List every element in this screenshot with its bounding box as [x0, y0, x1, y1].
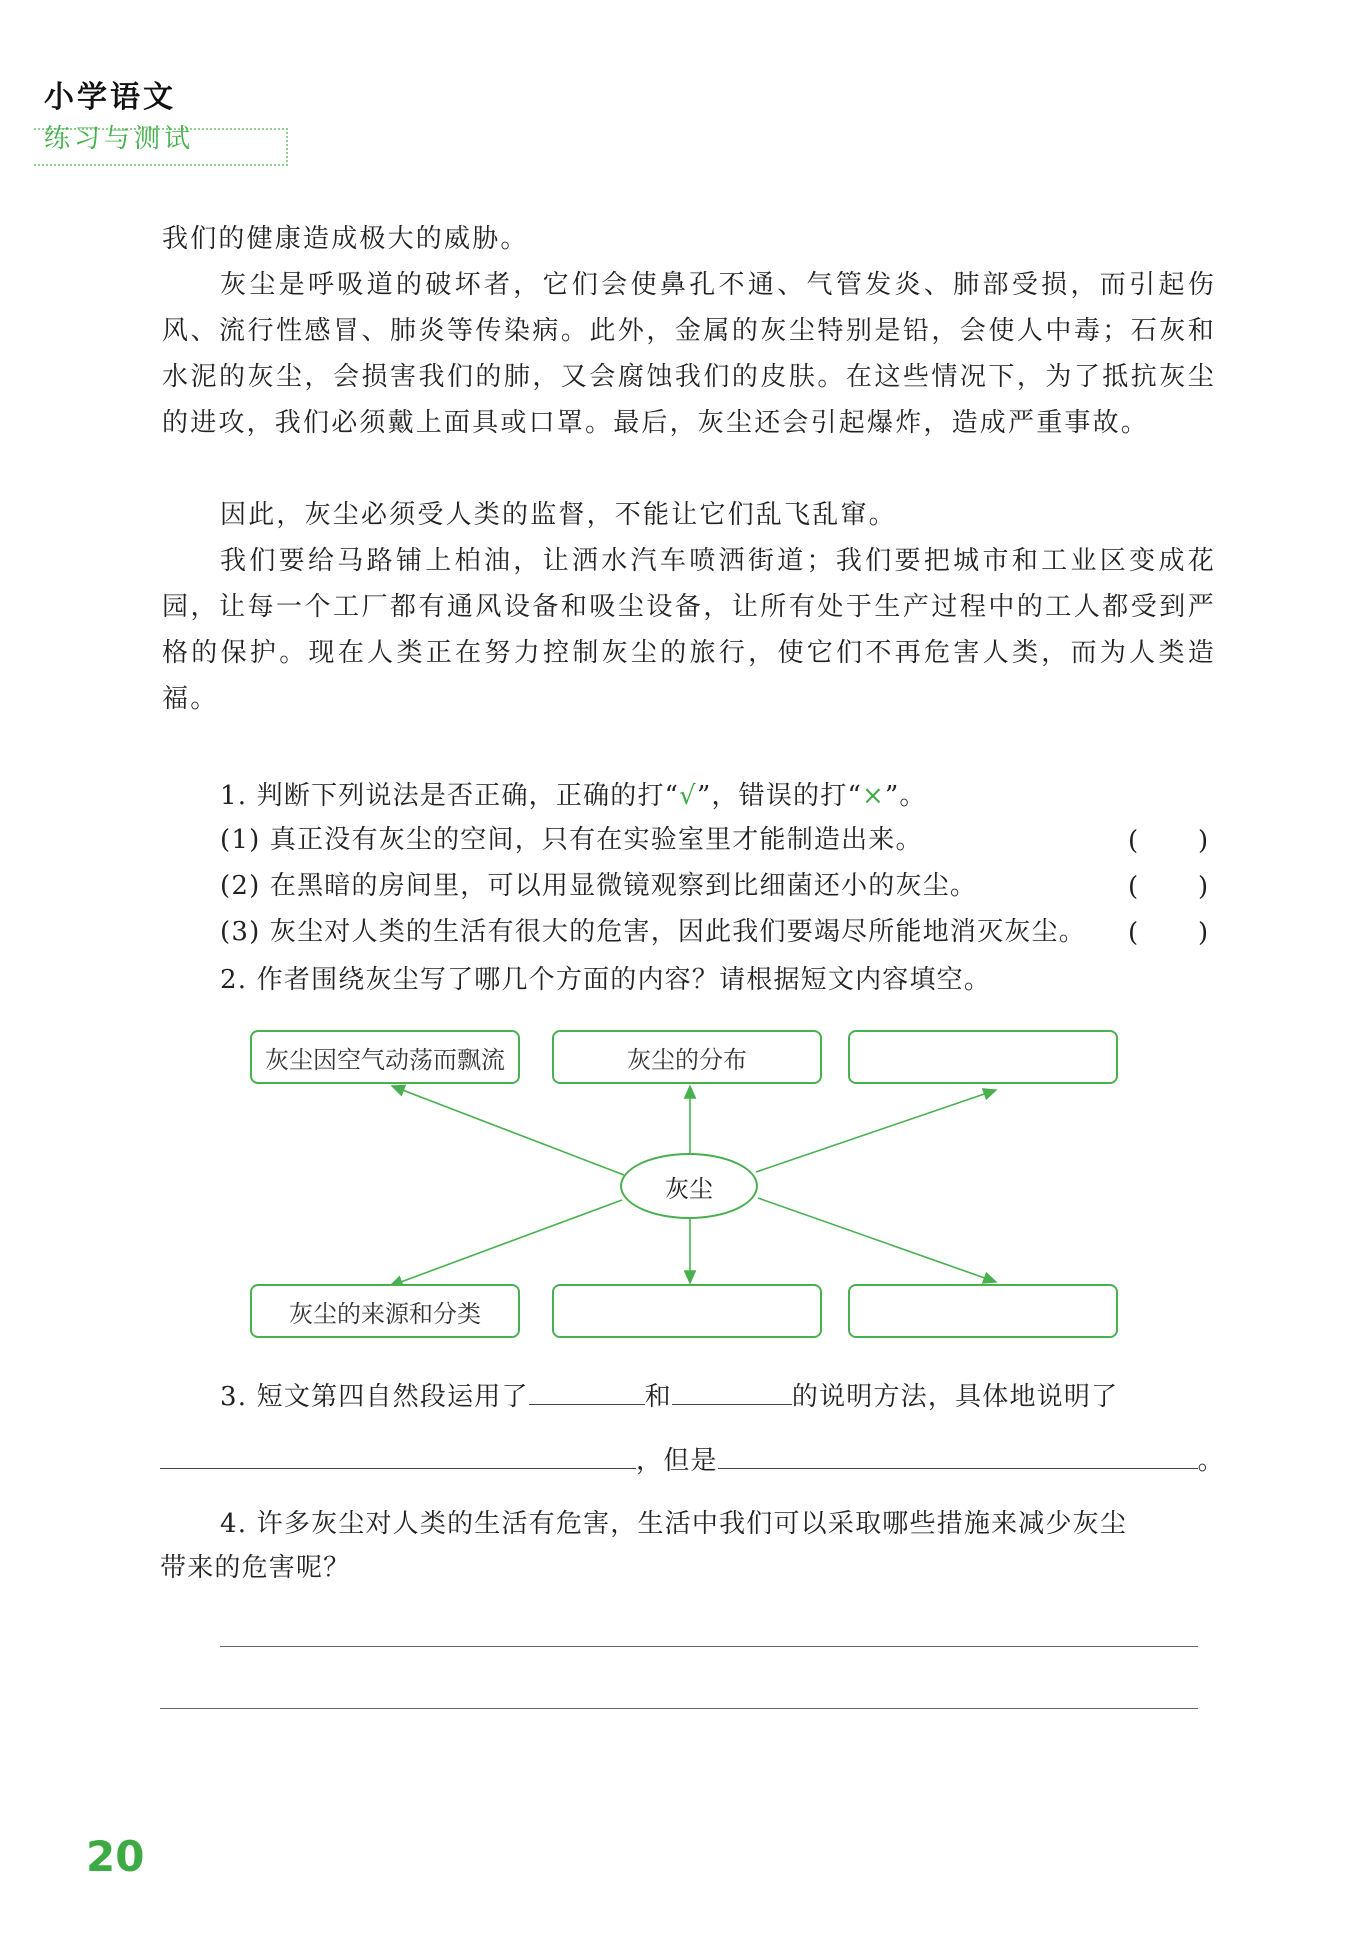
mindmap-box-top-right[interactable]: [848, 1030, 1118, 1084]
book-subtitle: 练习与测试: [44, 124, 195, 154]
passage-paragraph-2: 因此，灰尘必须受人类的监督，不能让它们乱飞乱窜。: [220, 500, 897, 530]
answer-blank-method-1[interactable]: [529, 1374, 645, 1405]
mindmap-center-node: 灰尘: [620, 1153, 758, 1219]
answer-paren-1-close: ): [1198, 826, 1209, 856]
mindmap-box-bottom-right[interactable]: [848, 1284, 1118, 1338]
question-3-line-1: 3. 短文第四自然段运用了 和 的说明方法，具体地说明了: [220, 1374, 1118, 1419]
passage-paragraph-1: 灰尘是呼吸道的破坏者，它们会使鼻孔不通、气管发炎、肺部受损，而引起伤风、流行性感冒、肺炎等传染病。此外，金属的灰尘特别是铅，会使人中毒；石灰和水泥的灰尘，会损害我们的肺，又会腐蚀我们的皮肤。在这些情况下，为了抵抗灰尘的进攻，我们必须戴上面具或口罩。最后，灰尘还会引起爆炸，造成严重事故。: [162, 270, 1216, 438]
mindmap-box-top-mid: 灰尘的分布: [552, 1030, 822, 1084]
answer-line-2[interactable]: [160, 1708, 1198, 1709]
arrow-to-top-right: [756, 1090, 996, 1172]
check-mark-icon: √: [679, 781, 697, 811]
mindmap-box-top-left: 灰尘因空气动荡而飘流: [250, 1030, 520, 1084]
book-title: 小学语文: [44, 80, 176, 115]
answer-paren-1-open[interactable]: (: [1128, 826, 1139, 856]
answer-blank-method-2[interactable]: [672, 1374, 792, 1405]
question-1-prompt: 1. 判断下列说法是否正确，正确的打“√”，错误的打“×”。: [220, 781, 927, 811]
question-3-line-2: ，但是 。: [160, 1438, 1225, 1483]
arrow-to-bottom-right: [758, 1198, 996, 1282]
mindmap-box-bottom-mid[interactable]: [552, 1284, 822, 1338]
page-number: 20: [86, 1832, 145, 1881]
question-2-prompt: 2. 作者围绕灰尘写了哪几个方面的内容？请根据短文内容填空。: [220, 965, 992, 995]
answer-paren-2-open[interactable]: (: [1128, 872, 1139, 902]
question-1-item-3: (3) 灰尘对人类的生活有很大的危害，因此我们要竭尽所能地消灭灰尘。: [220, 917, 1086, 947]
question-4-line-2: 带来的危害呢？: [160, 1553, 351, 1583]
answer-line-1[interactable]: [220, 1646, 1198, 1647]
cross-mark-icon: ×: [861, 781, 885, 811]
question-1-item-1: (1) 真正没有灰尘的空间，只有在实验室里才能制造出来。: [220, 825, 923, 855]
answer-paren-3-open[interactable]: (: [1128, 918, 1139, 948]
answer-blank-explained[interactable]: [160, 1438, 636, 1469]
arrow-to-bottom-left: [390, 1200, 622, 1286]
arrow-to-top-left: [392, 1086, 624, 1175]
mindmap-box-bottom-left: 灰尘的来源和分类: [250, 1284, 520, 1338]
answer-paren-3-close: ): [1198, 918, 1209, 948]
passage-paragraph-0: 我们的健康造成极大的威胁。: [162, 224, 529, 254]
question-4-line-1: 4. 许多灰尘对人类的生活有危害，生活中我们可以采取哪些措施来减少灰尘: [220, 1509, 1128, 1539]
passage-paragraph-3: 我们要给马路铺上柏油，让洒水汽车喷洒街道；我们要把城市和工业区变成花园，让每一个工厂都有通风设备和吸尘设备，让所有处于生产过程中的工人都受到严格的保护。现在人类正在努力控制灰尘的旅行，使它们不再危害人类，而为人类造福。: [162, 546, 1216, 714]
answer-paren-2-close: ): [1198, 872, 1209, 902]
answer-blank-however[interactable]: [718, 1438, 1198, 1469]
question-1-item-2: (2) 在黑暗的房间里，可以用显微镜观察到比细菌还小的灰尘。: [220, 871, 978, 901]
